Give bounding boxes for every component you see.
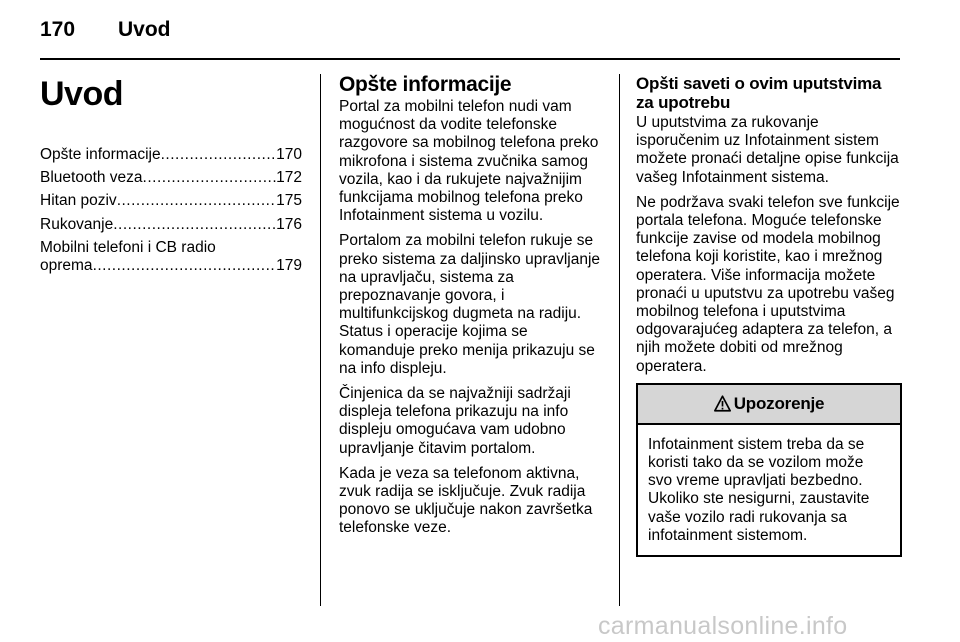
toc-entry-label: Bluetooth veza	[40, 169, 143, 187]
running-title: Uvod	[118, 18, 171, 41]
toc-entry-page: 176	[276, 215, 302, 233]
toc-leader	[93, 257, 277, 275]
section-heading: Opšte informacije	[339, 73, 512, 96]
warning-triangle-icon	[714, 395, 731, 412]
column-divider	[320, 74, 321, 606]
toc-entry[interactable]	[40, 239, 302, 275]
warning-header	[638, 385, 900, 425]
page-number: 170	[40, 18, 76, 41]
toc-entry-label: Opšte informacije	[40, 146, 161, 163]
toc-leader	[161, 146, 277, 164]
warning-box	[636, 383, 902, 557]
toc-leader	[113, 216, 276, 234]
body-paragraph: Kada je veza sa telefonom aktivna, zvuk radija se isključuje. Zvuk radija ponovo se uključuje nakon završetka telefonske veze.	[339, 464, 593, 537]
chapter-title: Uvod	[40, 75, 123, 113]
toc-entry-label-line: Mobilni telefoni i CB radio	[40, 238, 216, 256]
column-divider	[619, 74, 620, 606]
body-paragraph: Portalom za mobilni telefon rukuje se preko sistema za daljinsko upravljanje na upravljaču, sistema za prepoznavanje govora, i multifunkcijskog dugmeta na radiju. Status i operacije kojima se komanduje preko menija prikazuju se na info displeju.	[339, 232, 601, 377]
toc-entry[interactable]	[40, 216, 302, 234]
toc-entry-label: Hitan poziv	[40, 192, 117, 210]
section-heading: Opšti saveti o ovim uputstvima za upotrebu	[636, 74, 882, 112]
header-rule	[40, 58, 900, 60]
body-paragraph: Ne podržava svaki telefon sve funkcije portala telefona. Moguće telefonske funkcije zavise od modela mobilnog telefona koji koristite, kao i mrežnog operatera. Više informacija možete pronaći u uputstvu za upotrebu vašeg mobilnog telefona i uputstvima odgovarajućeg adaptera za telefon, a njih možete dobiti od mrežnog operatera.	[636, 193, 900, 375]
watermark: carmanualsonline.info	[598, 612, 848, 640]
table-of-contents	[40, 146, 302, 275]
toc-entry-page: 172	[276, 169, 302, 187]
toc-entry[interactable]	[40, 192, 302, 210]
toc-entry[interactable]	[40, 169, 302, 187]
warning-text: Infotainment sistem treba da se koristi tako da se vozilom može svo vreme upravljati bezbedno. Ukoliko ste nesigurni, zaustavite vaše vozilo radi rukovanja sa infotainment sistemom.	[648, 435, 870, 544]
toc-entry[interactable]	[40, 146, 302, 164]
body-paragraph: U uputstvima za rukovanje isporučenim uz Infotainment sistem možete pronaći detaljne opise funkcija vašeg Infotainment sistema.	[636, 114, 899, 186]
toc-leader	[117, 192, 276, 210]
toc-leader	[143, 169, 277, 187]
toc-column	[40, 74, 302, 280]
toc-entry-page: 170	[276, 146, 302, 163]
body-paragraph: Činjenica da se najvažniji sadržaji displeja telefona prikazuju na info displeju omogućava vam udobno upravljanje čitavim portalom.	[339, 385, 571, 457]
toc-entry-page: 175	[276, 192, 302, 210]
manual-tips-column	[636, 74, 902, 557]
warning-title: Upozorenje	[733, 393, 825, 413]
general-info-column	[339, 74, 604, 545]
toc-entry-label: oprema	[40, 257, 93, 275]
toc-entry-label: Rukovanje	[40, 215, 114, 233]
toc-entry-page: 179	[276, 257, 302, 275]
body-paragraph: Portal za mobilni telefon nudi vam mogućnost da vodite telefonske razgovore sa mobilnog telefona preko mikrofona i sistema zvučnika samog vozila, kao i da rukujete najvažnijim funkcijama mobilnog telefona preko Infotainment sistema u vozilu.	[339, 98, 599, 225]
